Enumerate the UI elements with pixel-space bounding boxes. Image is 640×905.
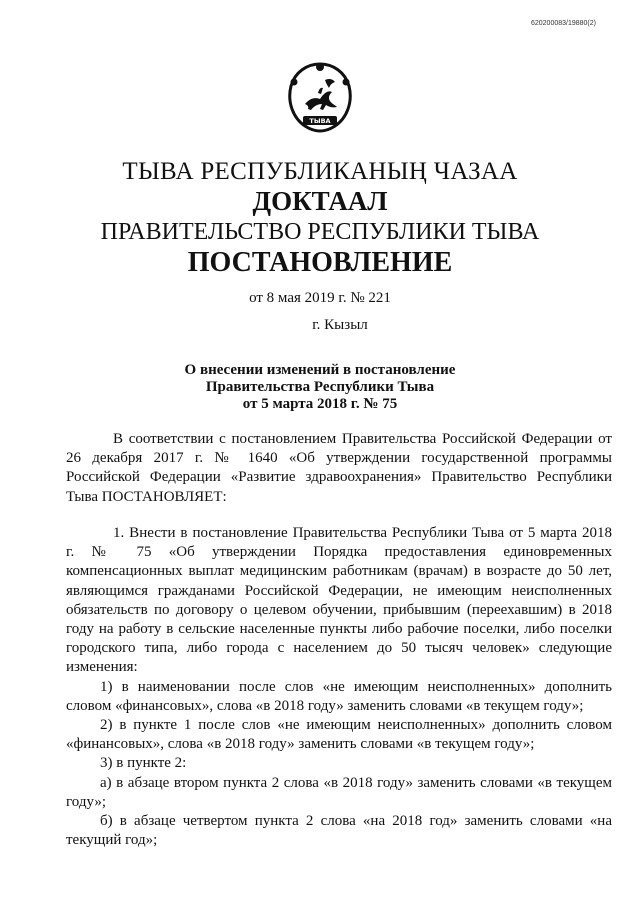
decree-subject	[0, 362, 640, 413]
decree-city: г. Кызыл	[312, 317, 368, 333]
document-id: 620200083/19880(2)	[530, 20, 596, 27]
preamble-block	[66, 430, 612, 507]
subject-line: от 5 марта 2018 г. № 75	[242, 396, 398, 412]
emblem-label: ТЫВА	[309, 117, 331, 125]
amendment-item-3: 3) в пункте 2:	[100, 755, 187, 772]
title-tyvan-government: ТЫВА РЕСПУБЛИКАНЫҢ ЧАЗАА	[122, 158, 518, 185]
title-decree: ПОСТАНОВЛЕНИЕ	[187, 247, 453, 278]
amendment-item-3a: а) в абзаце втором пункта 2 слова «в 2018 году» заменить словами «в текущем году»;	[66, 774, 612, 810]
amendment-item-2: 2) в пункте 1 после слов «не имеющим неисполненных» дополнить словом «финансовых», слова «в 2018 году» заменить словами «в текущем году»;	[66, 717, 612, 753]
subject-line: Правительства Республики Тыва	[205, 379, 435, 395]
decree-date-number: от 8 мая 2019 г. № 221	[249, 290, 391, 306]
preamble-paragraph: В соответствии с постановлением Правительства Российской Федерации от 26 декабря 2017 г. № 1640 «Об утверждении государственной программы Российской Федерации «Развитие здравоохранения» Правительство Республики Тыва ПОСТАНОВЛЯЕТ:	[66, 431, 612, 505]
decree-body	[66, 524, 612, 850]
amendment-item-3b: б) в абзаце четвертом пункта 2 слова «на 2018 год» заменить словами «на текущий год»;	[66, 813, 612, 849]
title-tyvan-decree: ДОКТААЛ	[252, 186, 388, 216]
subject-line: О внесении изменений в постановление	[184, 362, 456, 378]
tyva-coat-of-arms-emblem	[285, 60, 355, 140]
amendment-item-1: 1) в наименовании после слов «не имеющим неисполненных» дополнить словом «финансовых», слова «в 2018 году» заменить словами «в текущем году»;	[66, 678, 612, 714]
clause-1-paragraph: 1. Внести в постановление Правительства Республики Тыва от 5 марта 2018 г. № 75 «Об утверждении Порядка предоставления единовременных компенсационных выплат медицинским работникам (врачам) в возрасте до 50 лет, являющимся гражданами Российской Федерации, не имеющим неисполненных обязательств по договору о целевом обучении, прибывшим (переехавшим) в 2018 году на работу в сельские населенные пункты либо рабочие поселки, либо поселки городского типа, либо города с населением до 50 тысяч человек» следующие изменения:	[66, 525, 612, 676]
title-government-republic-tyva: ПРАВИТЕЛЬСТВО РЕСПУБЛИКИ ТЫВА	[100, 219, 540, 245]
